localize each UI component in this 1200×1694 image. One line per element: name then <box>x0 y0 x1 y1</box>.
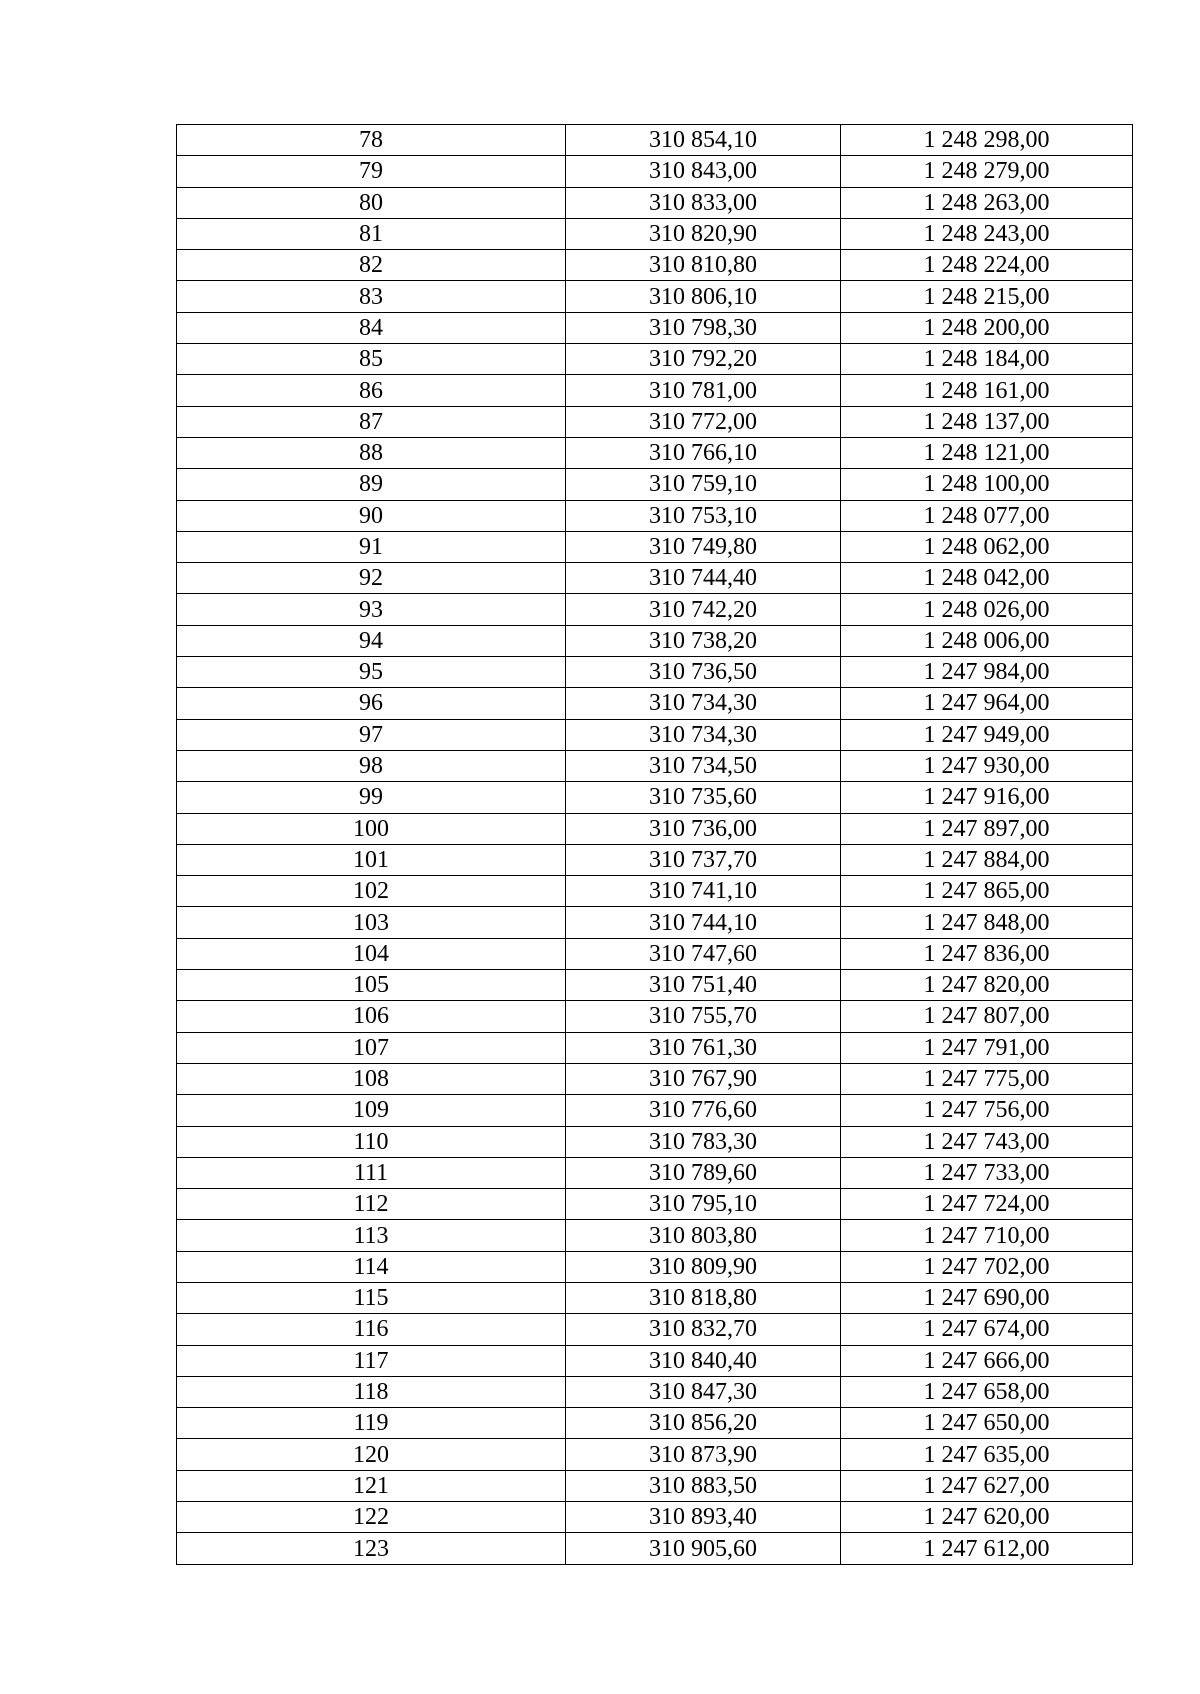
y-coordinate-cell: 1 247 897,00 <box>841 813 1133 844</box>
y-coordinate-cell: 1 248 100,00 <box>841 469 1133 500</box>
table-row <box>177 625 1133 656</box>
point-number-cell: 121 <box>177 1470 566 1501</box>
x-coordinate-cell: 310 795,10 <box>566 1189 841 1220</box>
coordinates-table <box>176 124 1133 1565</box>
table-row <box>177 406 1133 437</box>
y-coordinate-cell: 1 247 627,00 <box>841 1470 1133 1501</box>
table-row <box>177 1220 1133 1251</box>
x-coordinate-cell: 310 810,80 <box>566 250 841 281</box>
point-number-cell: 87 <box>177 406 566 437</box>
x-coordinate-cell: 310 854,10 <box>566 125 841 156</box>
point-number-cell: 78 <box>177 125 566 156</box>
y-coordinate-cell: 1 248 279,00 <box>841 156 1133 187</box>
y-coordinate-cell: 1 247 666,00 <box>841 1345 1133 1376</box>
x-coordinate-cell: 310 905,60 <box>566 1533 841 1564</box>
x-coordinate-cell: 310 856,20 <box>566 1408 841 1439</box>
point-number-cell: 91 <box>177 531 566 562</box>
x-coordinate-cell: 310 744,10 <box>566 907 841 938</box>
point-number-cell: 84 <box>177 312 566 343</box>
x-coordinate-cell: 310 735,60 <box>566 782 841 813</box>
x-coordinate-cell: 310 734,50 <box>566 750 841 781</box>
x-coordinate-cell: 310 751,40 <box>566 970 841 1001</box>
x-coordinate-cell: 310 883,50 <box>566 1470 841 1501</box>
table-row <box>177 813 1133 844</box>
y-coordinate-cell: 1 248 042,00 <box>841 563 1133 594</box>
y-coordinate-cell: 1 247 733,00 <box>841 1157 1133 1188</box>
y-coordinate-cell: 1 248 215,00 <box>841 281 1133 312</box>
x-coordinate-cell: 310 840,40 <box>566 1345 841 1376</box>
table-row <box>177 344 1133 375</box>
point-number-cell: 90 <box>177 500 566 531</box>
point-number-cell: 85 <box>177 344 566 375</box>
point-number-cell: 95 <box>177 657 566 688</box>
x-coordinate-cell: 310 772,00 <box>566 406 841 437</box>
y-coordinate-cell: 1 248 062,00 <box>841 531 1133 562</box>
y-coordinate-cell: 1 247 702,00 <box>841 1251 1133 1282</box>
y-coordinate-cell: 1 248 298,00 <box>841 125 1133 156</box>
y-coordinate-cell: 1 247 756,00 <box>841 1095 1133 1126</box>
point-number-cell: 101 <box>177 844 566 875</box>
point-number-cell: 86 <box>177 375 566 406</box>
x-coordinate-cell: 310 818,80 <box>566 1282 841 1313</box>
table-row <box>177 1157 1133 1188</box>
point-number-cell: 102 <box>177 876 566 907</box>
y-coordinate-cell: 1 247 949,00 <box>841 719 1133 750</box>
x-coordinate-cell: 310 832,70 <box>566 1314 841 1345</box>
y-coordinate-cell: 1 247 930,00 <box>841 750 1133 781</box>
table-row <box>177 719 1133 750</box>
point-number-cell: 116 <box>177 1314 566 1345</box>
table-row <box>177 531 1133 562</box>
x-coordinate-cell: 310 789,60 <box>566 1157 841 1188</box>
table-row <box>177 1502 1133 1533</box>
y-coordinate-cell: 1 248 224,00 <box>841 250 1133 281</box>
x-coordinate-cell: 310 843,00 <box>566 156 841 187</box>
y-coordinate-cell: 1 248 161,00 <box>841 375 1133 406</box>
point-number-cell: 98 <box>177 750 566 781</box>
point-number-cell: 117 <box>177 1345 566 1376</box>
x-coordinate-cell: 310 792,20 <box>566 344 841 375</box>
point-number-cell: 81 <box>177 218 566 249</box>
x-coordinate-cell: 310 803,80 <box>566 1220 841 1251</box>
point-number-cell: 97 <box>177 719 566 750</box>
x-coordinate-cell: 310 873,90 <box>566 1439 841 1470</box>
table-row <box>177 594 1133 625</box>
table-row <box>177 1408 1133 1439</box>
x-coordinate-cell: 310 806,10 <box>566 281 841 312</box>
point-number-cell: 122 <box>177 1502 566 1533</box>
table-row <box>177 844 1133 875</box>
x-coordinate-cell: 310 833,00 <box>566 187 841 218</box>
table-row <box>177 657 1133 688</box>
table-row <box>177 782 1133 813</box>
x-coordinate-cell: 310 742,20 <box>566 594 841 625</box>
point-number-cell: 80 <box>177 187 566 218</box>
x-coordinate-cell: 310 753,10 <box>566 500 841 531</box>
y-coordinate-cell: 1 247 612,00 <box>841 1533 1133 1564</box>
y-coordinate-cell: 1 247 836,00 <box>841 938 1133 969</box>
table-row <box>177 907 1133 938</box>
y-coordinate-cell: 1 248 121,00 <box>841 437 1133 468</box>
table-row <box>177 375 1133 406</box>
table-row <box>177 1282 1133 1313</box>
x-coordinate-cell: 310 761,30 <box>566 1032 841 1063</box>
y-coordinate-cell: 1 247 865,00 <box>841 876 1133 907</box>
x-coordinate-cell: 310 747,60 <box>566 938 841 969</box>
table-row <box>177 750 1133 781</box>
x-coordinate-cell: 310 767,90 <box>566 1063 841 1094</box>
table-row <box>177 1470 1133 1501</box>
x-coordinate-cell: 310 759,10 <box>566 469 841 500</box>
x-coordinate-cell: 310 798,30 <box>566 312 841 343</box>
x-coordinate-cell: 310 738,20 <box>566 625 841 656</box>
y-coordinate-cell: 1 247 884,00 <box>841 844 1133 875</box>
x-coordinate-cell: 310 734,30 <box>566 688 841 719</box>
table-row <box>177 187 1133 218</box>
y-coordinate-cell: 1 247 724,00 <box>841 1189 1133 1220</box>
table-row <box>177 156 1133 187</box>
y-coordinate-cell: 1 248 137,00 <box>841 406 1133 437</box>
table-row <box>177 281 1133 312</box>
point-number-cell: 100 <box>177 813 566 844</box>
table-row <box>177 250 1133 281</box>
y-coordinate-cell: 1 247 690,00 <box>841 1282 1133 1313</box>
y-coordinate-cell: 1 248 184,00 <box>841 344 1133 375</box>
table-row <box>177 938 1133 969</box>
y-coordinate-cell: 1 247 775,00 <box>841 1063 1133 1094</box>
y-coordinate-cell: 1 247 674,00 <box>841 1314 1133 1345</box>
table-row <box>177 1345 1133 1376</box>
point-number-cell: 109 <box>177 1095 566 1126</box>
coordinates-table-body <box>177 125 1133 1565</box>
point-number-cell: 93 <box>177 594 566 625</box>
x-coordinate-cell: 310 893,40 <box>566 1502 841 1533</box>
x-coordinate-cell: 310 783,30 <box>566 1126 841 1157</box>
point-number-cell: 92 <box>177 563 566 594</box>
table-row <box>177 1439 1133 1470</box>
table-row <box>177 1533 1133 1564</box>
x-coordinate-cell: 310 736,50 <box>566 657 841 688</box>
y-coordinate-cell: 1 247 964,00 <box>841 688 1133 719</box>
point-number-cell: 103 <box>177 907 566 938</box>
table-row <box>177 218 1133 249</box>
point-number-cell: 119 <box>177 1408 566 1439</box>
table-row <box>177 876 1133 907</box>
table-row <box>177 1126 1133 1157</box>
table-row <box>177 500 1133 531</box>
table-row <box>177 1314 1133 1345</box>
point-number-cell: 113 <box>177 1220 566 1251</box>
point-number-cell: 123 <box>177 1533 566 1564</box>
y-coordinate-cell: 1 247 807,00 <box>841 1001 1133 1032</box>
point-number-cell: 88 <box>177 437 566 468</box>
x-coordinate-cell: 310 741,10 <box>566 876 841 907</box>
x-coordinate-cell: 310 847,30 <box>566 1376 841 1407</box>
x-coordinate-cell: 310 809,90 <box>566 1251 841 1282</box>
y-coordinate-cell: 1 248 006,00 <box>841 625 1133 656</box>
point-number-cell: 94 <box>177 625 566 656</box>
y-coordinate-cell: 1 247 984,00 <box>841 657 1133 688</box>
y-coordinate-cell: 1 247 820,00 <box>841 970 1133 1001</box>
point-number-cell: 111 <box>177 1157 566 1188</box>
point-number-cell: 120 <box>177 1439 566 1470</box>
table-row <box>177 1001 1133 1032</box>
x-coordinate-cell: 310 820,90 <box>566 218 841 249</box>
point-number-cell: 104 <box>177 938 566 969</box>
y-coordinate-cell: 1 248 200,00 <box>841 312 1133 343</box>
x-coordinate-cell: 310 749,80 <box>566 531 841 562</box>
point-number-cell: 112 <box>177 1189 566 1220</box>
y-coordinate-cell: 1 247 791,00 <box>841 1032 1133 1063</box>
table-row <box>177 1032 1133 1063</box>
x-coordinate-cell: 310 737,70 <box>566 844 841 875</box>
x-coordinate-cell: 310 734,30 <box>566 719 841 750</box>
y-coordinate-cell: 1 247 650,00 <box>841 1408 1133 1439</box>
y-coordinate-cell: 1 247 743,00 <box>841 1126 1133 1157</box>
point-number-cell: 107 <box>177 1032 566 1063</box>
y-coordinate-cell: 1 247 710,00 <box>841 1220 1133 1251</box>
table-row <box>177 125 1133 156</box>
y-coordinate-cell: 1 248 263,00 <box>841 187 1133 218</box>
y-coordinate-cell: 1 248 077,00 <box>841 500 1133 531</box>
y-coordinate-cell: 1 247 848,00 <box>841 907 1133 938</box>
x-coordinate-cell: 310 781,00 <box>566 375 841 406</box>
y-coordinate-cell: 1 247 916,00 <box>841 782 1133 813</box>
table-row <box>177 469 1133 500</box>
point-number-cell: 79 <box>177 156 566 187</box>
y-coordinate-cell: 1 247 635,00 <box>841 1439 1133 1470</box>
y-coordinate-cell: 1 247 620,00 <box>841 1502 1133 1533</box>
point-number-cell: 108 <box>177 1063 566 1094</box>
point-number-cell: 105 <box>177 970 566 1001</box>
point-number-cell: 96 <box>177 688 566 719</box>
table-row <box>177 437 1133 468</box>
table-row <box>177 1095 1133 1126</box>
table-row <box>177 1251 1133 1282</box>
point-number-cell: 114 <box>177 1251 566 1282</box>
point-number-cell: 82 <box>177 250 566 281</box>
x-coordinate-cell: 310 736,00 <box>566 813 841 844</box>
x-coordinate-cell: 310 744,40 <box>566 563 841 594</box>
table-row <box>177 563 1133 594</box>
point-number-cell: 83 <box>177 281 566 312</box>
table-row <box>177 970 1133 1001</box>
point-number-cell: 118 <box>177 1376 566 1407</box>
table-row <box>177 688 1133 719</box>
y-coordinate-cell: 1 247 658,00 <box>841 1376 1133 1407</box>
y-coordinate-cell: 1 248 026,00 <box>841 594 1133 625</box>
point-number-cell: 115 <box>177 1282 566 1313</box>
table-row <box>177 1376 1133 1407</box>
x-coordinate-cell: 310 755,70 <box>566 1001 841 1032</box>
y-coordinate-cell: 1 248 243,00 <box>841 218 1133 249</box>
point-number-cell: 89 <box>177 469 566 500</box>
point-number-cell: 106 <box>177 1001 566 1032</box>
table-row <box>177 1063 1133 1094</box>
x-coordinate-cell: 310 766,10 <box>566 437 841 468</box>
table-row <box>177 1189 1133 1220</box>
point-number-cell: 99 <box>177 782 566 813</box>
table-row <box>177 312 1133 343</box>
point-number-cell: 110 <box>177 1126 566 1157</box>
x-coordinate-cell: 310 776,60 <box>566 1095 841 1126</box>
